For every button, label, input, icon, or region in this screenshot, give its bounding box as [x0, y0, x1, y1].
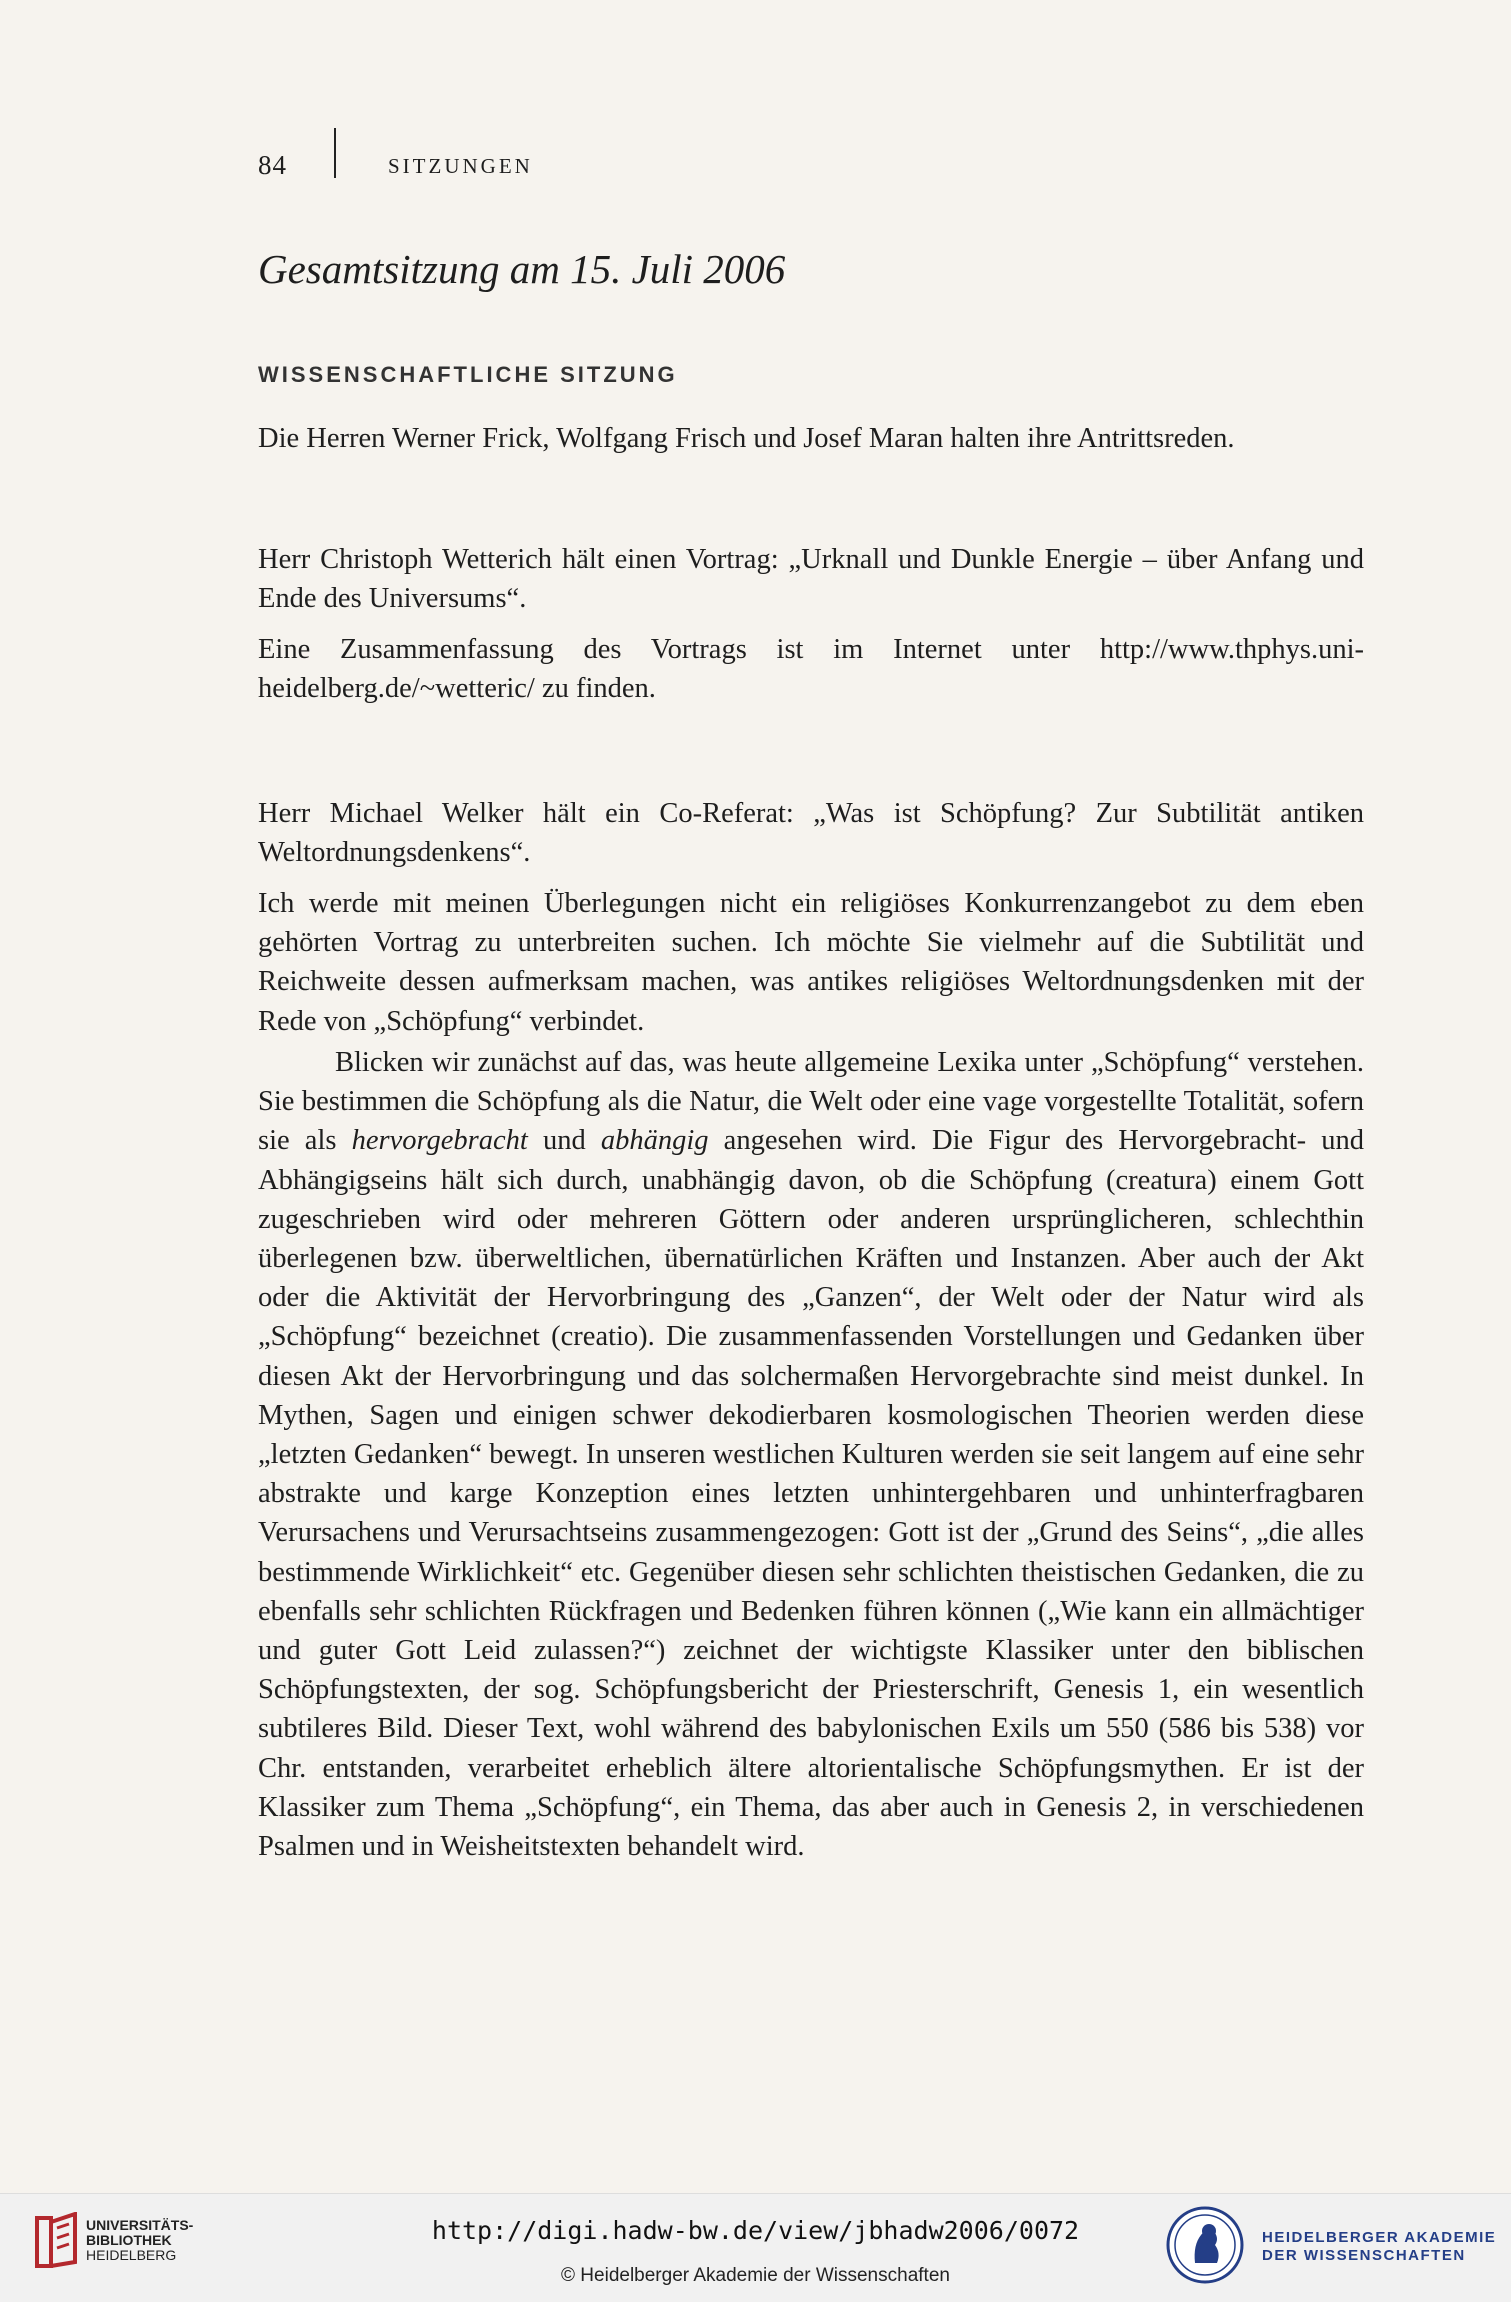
paragraph-welker-coreferat: Herr Michael Welker hält ein Co-Referat: „Was ist Schöpfung? Zur Subtilität antiken Weltordnungsdenkens“.: [258, 798, 1364, 869]
page-title: Gesamtsitzung am 15. Juli 2006: [258, 246, 786, 292]
library-line-2: BIBLIOTHEK: [86, 2232, 172, 2248]
text-run: Blicken wir zunächst auf das, was heute allgemeine Lexika unter „Schöpfung“ verstehen. Sie bestimmen die Schöpfung als die Natur, die Welt oder eine vage vorgestellte Totalität, sofern sie als: [258, 1047, 1364, 1157]
running-header: [258, 150, 658, 190]
paragraph-intro: Ich werde mit meinen Überlegungen nicht ein religiöses Konkurrenzangebot zu dem eben gehörten Vortrag zu unterbreiten suchen. Ich möchte Sie vielmehr auf die Subtilität und Reichweite dessen aufmerksam machen, was antikes religiöses Weltordnungsdenken mit der Rede von „Schöpfung“ verbindet.: [258, 888, 1364, 1037]
emphasis-abhaengig: abhängig: [600, 1125, 709, 1157]
source-url-link[interactable]: http://digi.hadw-bw.de/view/jbhadw2006/0072: [431, 2216, 1080, 2245]
digitization-footer: [0, 2193, 1511, 2302]
paragraph-schoepfung-lexika: [258, 1043, 1364, 1866]
subheading: WISSENSCHAFTLICHE SITZUNG: [258, 362, 678, 387]
header-divider: [334, 128, 336, 178]
page-number: 84: [258, 150, 287, 180]
academy-name: [1262, 2229, 1496, 2265]
academy-seal-icon: [1165, 2205, 1245, 2285]
academy-line-2: DER WISSENSCHAFTEN: [1262, 2247, 1466, 2264]
section-label: SITZUNGEN: [388, 154, 533, 178]
academy-line-1: HEIDELBERGER AKADEMIE: [1262, 2229, 1497, 2246]
library-line-3: HEIDELBERG: [86, 2247, 177, 2263]
text-run: und: [527, 1125, 601, 1157]
paragraph-antrittsreden: Die Herren Werner Frick, Wolfgang Frisch und Josef Maran halten ihre Antrittsreden.: [258, 423, 1235, 454]
text-run: angesehen wird. Die Figur des Hervorgebracht- und Abhängigseins hält sich durch, unabhängig davon, ob die Schöpfung (creatura) einem Gott zugeschrieben wird oder mehreren Göttern oder anderen ursprünglicheren, schlechthin überlegenen bzw. überweltlichen, übernatürlichen Kräften und Instanzen. Aber auch der Akt oder die Aktivität der Hervorbringung des „Ganzen“, der Welt oder der Natur wird als „Schöpfung“ bezeichnet (creatio). Die zusammenfassenden Vorstellungen und Gedanken über diesen Akt der Hervorbringung und das solchermaßen Hervorgebrachte sind meist dunkel. In Mythen, Sagen und einigen schwer dekodierbaren kosmologischen Theorien werden diese „letzten Gedanken“ bewegt. In unseren westlichen Kulturen werden sie seit langem auf eine sehr abstrakte und karge Konzeption eines letzten unhintergehbaren und unhinterfragbaren Verursachens und Verursachtseins zusammengezogen: Gott ist der „Grund des Seins“, „die alles bestimmende Wirklichkeit“ etc. Gegenüber diesen sehr schlichten theistischen Gedanken, die zu ebenfalls sehr schlichten Rückfragen und Bedenken führen können („Wie kann ein allmächtiger und guter Gott Leid zulassen?“) zeichnet der wichtigste Klassiker unter den biblischen Schöpfungstexten, der sog. Schöpfungsbericht der Priesterschrift, Genesis 1, ein wesentlich subtileres Bild. Dieser Text, wohl während des babylonischen Exils um 550 (586 bis 538) vor Chr. entstanden, verarbeitet erheblich ältere altorientalische Schöpfungsmythen. Er ist der Klassiker zum Thema „Schöpfung“, ein Thema, das aber auch in Genesis 2, in verschiedenen Psalmen und in Weisheitstexten behandelt wird.: [258, 1125, 1364, 1863]
paragraph-internet-summary: Eine Zusammenfassung des Vortrags ist im Internet unter http://www.thphys.uni-heidelberg.de/~wetteric/ zu finden.: [258, 634, 1364, 705]
library-line-1: UNIVERSITÄTS-: [86, 2217, 194, 2233]
copyright-notice: © Heidelberger Akademie der Wissenschaften: [561, 2265, 950, 2286]
emphasis-hervorgebracht: hervorgebracht: [351, 1125, 528, 1157]
paragraph-wetterich-vortrag: Herr Christoph Wetterich hält einen Vortrag: „Urknall und Dunkle Energie – über Anfang und Ende des Universums“.: [258, 544, 1364, 615]
